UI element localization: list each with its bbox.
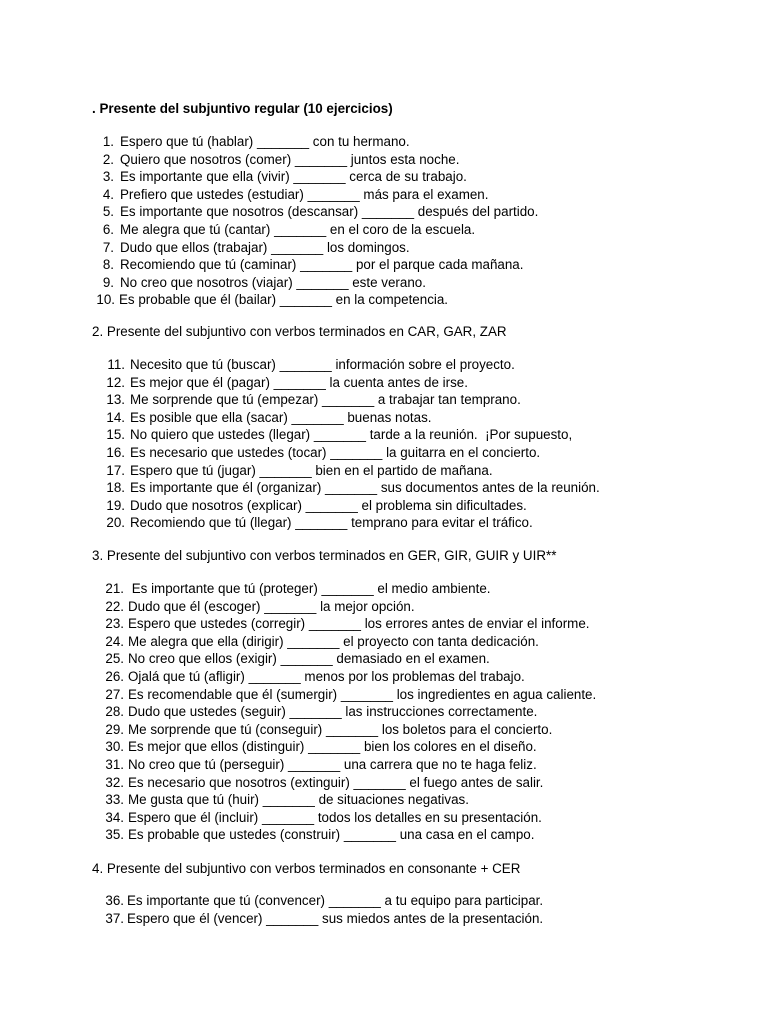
- exercise-list-4: [92, 892, 543, 927]
- item-number: 14.: [106, 409, 125, 425]
- item-number: 12.: [106, 374, 125, 390]
- item-number: 15.: [106, 427, 125, 443]
- list-item: [92, 497, 600, 515]
- list-item: [92, 133, 538, 151]
- item-number: 26.: [105, 668, 124, 684]
- exercise-list-3: [92, 580, 596, 844]
- item-text: Dudo que ellos (trabajar) _______ los domingos.: [120, 239, 410, 255]
- item-text: Quiero que nosotros (comer) _______ juntos esta noche.: [120, 151, 460, 167]
- item-text: Es probable que él (bailar) _______ en la competencia.: [119, 292, 449, 308]
- item-number: 25.: [105, 651, 124, 667]
- list-item: [92, 615, 596, 633]
- item-text: Espero que él (vencer) _______ sus miedos antes de la presentación.: [127, 910, 544, 926]
- list-item: [92, 668, 596, 686]
- item-text: Prefiero que ustedes (estudiar) _______ más para el examen.: [120, 186, 489, 202]
- item-text: Es mejor que él (pagar) _______ la cuenta antes de irse.: [130, 374, 468, 390]
- item-number: 36.: [105, 893, 124, 908]
- item-text: Recomiendo que tú (llegar) _______ temprano para evitar el tráfico.: [130, 515, 533, 531]
- item-number: 19.: [106, 497, 125, 513]
- item-number: 17.: [106, 462, 125, 478]
- section-heading-3: 3. Presente del subjuntivo con verbos terminados en GER, GIR, GUIR y UIR**: [92, 548, 557, 563]
- item-number: 10.: [96, 292, 115, 308]
- list-item: [92, 274, 538, 292]
- list-item: [92, 892, 543, 910]
- item-number: 7.: [102, 239, 114, 255]
- item-text: No quiero que ustedes (llegar) _______ tarde a la reunión. ¡Por supuesto,: [130, 427, 573, 443]
- item-number: 21.: [105, 581, 124, 596]
- item-number: 27.: [105, 686, 124, 702]
- list-item: [92, 826, 596, 844]
- list-item: [92, 910, 543, 928]
- item-number: 35.: [105, 827, 124, 843]
- item-number: 37.: [105, 910, 124, 926]
- list-item: [92, 479, 600, 497]
- item-number: 23.: [105, 616, 124, 632]
- item-text: Es posible que ella (sacar) _______ buenas notas.: [130, 409, 432, 425]
- item-number: 33.: [105, 792, 124, 808]
- item-number: 20.: [106, 515, 125, 531]
- item-number: 16.: [106, 444, 125, 460]
- item-number: 6.: [102, 221, 114, 237]
- item-text: Es importante que nosotros (descansar) _______ después del partido.: [120, 204, 539, 220]
- item-text: Es importante que tú (proteger) _______ el medio ambiente.: [128, 581, 491, 596]
- item-number: 32.: [105, 774, 124, 790]
- list-item: [92, 221, 538, 239]
- item-text: Espero que ustedes (corregir) _______ los errores antes de enviar el informe.: [128, 616, 590, 632]
- list-item: [92, 703, 596, 721]
- list-item: [92, 151, 538, 169]
- item-text: Es mejor que ellos (distinguir) _______ bien los colores en el diseño.: [128, 739, 537, 755]
- list-item: [92, 356, 600, 374]
- list-item: [92, 374, 600, 392]
- section-heading-2: 2. Presente del subjuntivo con verbos terminados en CAR, GAR, ZAR: [92, 324, 507, 339]
- item-number: 30.: [105, 739, 124, 755]
- item-text: Me sorprende que tú (conseguir) _______ los boletos para el concierto.: [128, 721, 553, 737]
- item-number: 34.: [105, 809, 124, 825]
- item-text: Espero que tú (jugar) _______ bien en el partido de mañana.: [130, 462, 493, 478]
- item-number: 24.: [105, 633, 124, 649]
- list-item: [92, 686, 596, 704]
- item-text: Es importante que él (organizar) _______ sus documentos antes de la reunión.: [130, 480, 600, 496]
- list-item: [92, 774, 596, 792]
- list-item: [92, 791, 596, 809]
- list-item: [92, 462, 600, 480]
- list-item: [92, 203, 538, 221]
- list-item: [92, 186, 538, 204]
- list-item: [92, 738, 596, 756]
- list-item: [92, 256, 538, 274]
- item-text: Dudo que ustedes (seguir) _______ las instrucciones correctamente.: [128, 704, 538, 720]
- item-number: 4.: [102, 186, 114, 202]
- item-text: Dudo que nosotros (explicar) _______ el problema sin dificultades.: [130, 497, 527, 513]
- list-item: [92, 580, 596, 598]
- list-item: [92, 756, 596, 774]
- item-text: Es necesario que ustedes (tocar) _______ la guitarra en el concierto.: [130, 444, 541, 460]
- item-number: 28.: [105, 704, 124, 720]
- item-text: Espero que tú (hablar) _______ con tu hermano.: [120, 134, 410, 149]
- item-number: 2.: [102, 151, 114, 167]
- item-text: No creo que ellos (exigir) _______ demasiado en el examen.: [128, 651, 490, 667]
- exercise-list-1: [92, 133, 538, 309]
- item-text: Me sorprende que tú (empezar) _______ a trabajar tan temprano.: [130, 392, 521, 408]
- item-text: Necesito que tú (buscar) _______ información sobre el proyecto.: [130, 357, 515, 372]
- item-text: No creo que tú (perseguir) _______ una carrera que no te haga feliz.: [128, 756, 537, 772]
- item-number: 9.: [102, 274, 114, 290]
- list-item: [92, 598, 596, 616]
- section-heading-1: . Presente del subjuntivo regular (10 ejercicios): [92, 101, 393, 116]
- item-text: Me alegra que ella (dirigir) _______ el proyecto con tanta dedicación.: [128, 633, 539, 649]
- item-text: Ojalá que tú (afligir) _______ menos por los problemas del trabajo.: [128, 668, 525, 684]
- item-number: 18.: [106, 480, 125, 496]
- list-item: [92, 239, 538, 257]
- section-heading-4: 4. Presente del subjuntivo con verbos terminados en consonante + CER: [92, 861, 521, 876]
- item-text: Espero que él (incluir) _______ todos los detalles en su presentación.: [128, 809, 542, 825]
- item-number: 29.: [105, 721, 124, 737]
- item-text: Es importante que tú (convencer) _______ a tu equipo para participar.: [127, 893, 544, 908]
- item-text: Recomiendo que tú (caminar) _______ por el parque cada mañana.: [120, 257, 524, 273]
- item-text: Es probable que ustedes (construir) _______ una casa en el campo.: [128, 827, 535, 843]
- item-text: Me alegra que tú (cantar) _______ en el coro de la escuela.: [120, 221, 476, 237]
- list-item: [92, 721, 596, 739]
- exercise-list-2: [92, 356, 600, 532]
- list-item: [92, 650, 596, 668]
- list-item: [92, 633, 596, 651]
- item-number: 8.: [102, 257, 114, 273]
- item-number: 1.: [102, 134, 114, 149]
- item-number: 22.: [105, 598, 124, 614]
- list-item: [92, 168, 538, 186]
- list-item: [92, 409, 600, 427]
- item-text: Es necesario que nosotros (extinguir) _______ el fuego antes de salir.: [128, 774, 544, 790]
- list-item: [92, 391, 600, 409]
- item-number: 13.: [106, 392, 125, 408]
- list-item: [92, 291, 538, 309]
- item-text: Es importante que ella (vivir) _______ cerca de su trabajo.: [120, 169, 467, 185]
- item-number: 5.: [102, 204, 114, 220]
- list-item: [92, 514, 600, 532]
- item-number: 31.: [105, 756, 124, 772]
- list-item: [92, 809, 596, 827]
- item-text: Dudo que él (escoger) _______ la mejor opción.: [128, 598, 415, 614]
- list-item: [92, 444, 600, 462]
- item-number: 11.: [107, 357, 125, 372]
- list-item: [92, 426, 600, 444]
- item-number: 3.: [102, 169, 114, 185]
- item-text: Es recomendable que él (sumergir) _______ los ingredientes en agua caliente.: [128, 686, 597, 702]
- item-text: Me gusta que tú (huir) _______ de situaciones negativas.: [128, 792, 469, 808]
- item-text: No creo que nosotros (viajar) _______ este verano.: [120, 274, 426, 290]
